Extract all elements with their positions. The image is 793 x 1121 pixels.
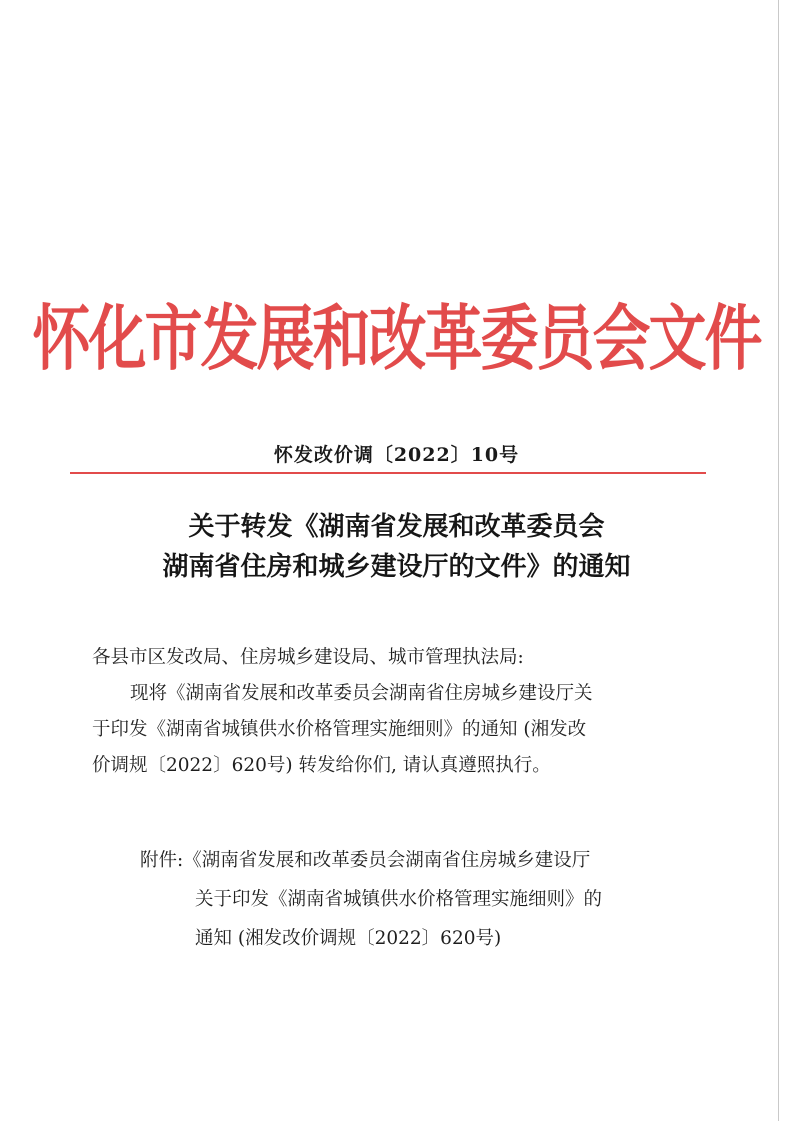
notice-title-line: 湖南省住房和城乡建设厅的文件》的通知 bbox=[162, 552, 631, 582]
document-number: 怀发改价调〔2022〕10号 bbox=[273, 444, 520, 466]
red-separator-rule bbox=[70, 472, 706, 474]
body-paragraph bbox=[92, 676, 712, 784]
attachment-line: 通知 (湘发改价调规〔2022〕620号) bbox=[195, 928, 502, 949]
attachment-block bbox=[140, 841, 602, 958]
addressee-line: 各县市区发改局、住房城乡建设局、城市管理执法局: bbox=[92, 647, 524, 668]
attachment-line: 附件:《湖南省发展和改革委员会湖南省住房城乡建设厅 bbox=[140, 850, 591, 871]
notice-title-line: 关于转发《湖南省发展和改革委员会 bbox=[188, 512, 605, 542]
body-line: 现将《湖南省发展和改革委员会湖南省住房城乡建设厅关 bbox=[130, 683, 593, 704]
notice-title bbox=[0, 507, 793, 587]
masthead-title: 怀化市发展和改革委员会文件 bbox=[32, 297, 761, 381]
attachment-line: 关于印发《湖南省城镇供水价格管理实施细则》的 bbox=[195, 889, 603, 910]
body-line: 价调规〔2022〕620号) 转发给你们, 请认真遵照执行。 bbox=[92, 755, 551, 776]
body-line: 于印发《湖南省城镇供水价格管理实施细则》的通知 (湘发改 bbox=[92, 719, 587, 740]
